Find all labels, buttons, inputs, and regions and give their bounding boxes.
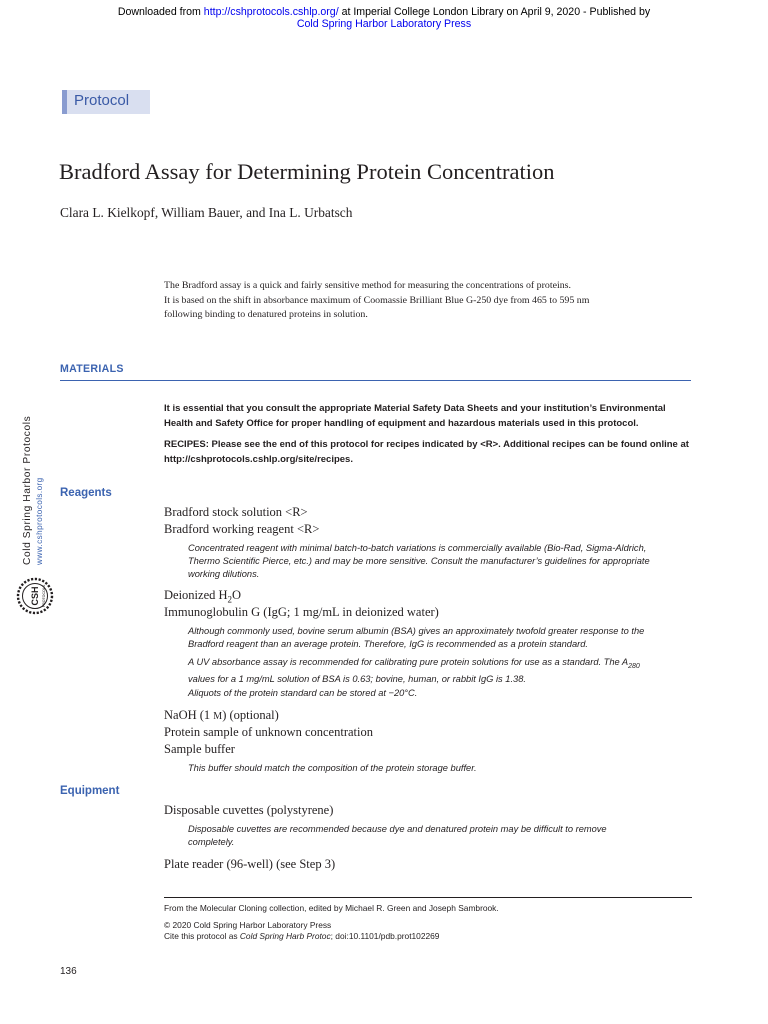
a280-subscript: 280 (628, 662, 640, 670)
protocol-tag (62, 90, 150, 114)
side-url: www.cshprotocols.org (35, 477, 44, 565)
banner-middle: at Imperial College London Library on April 9, 2020 - Published by (338, 6, 651, 18)
collection-note: From the Molecular Cloning collection, edited by Michael R. Green and Joseph Sambrook. (164, 903, 499, 913)
note-line: Bradford reagent than an average protein. Therefore, IgG is recommended as a protein standard. (188, 639, 589, 649)
safety-notice (164, 402, 694, 432)
citation (164, 931, 439, 942)
abstract-line: It is based on the shift in absorbance maximum of Coomassie Brilliant Blue G-250 dye from 465 to 595 nm (164, 294, 590, 306)
reagent-note (188, 656, 692, 686)
note-line: Disposable cuvettes are recommended because dye and denatured protein may be difficult to remove (188, 824, 607, 834)
note-line: Aliquots of the protein standard can be stored at −20°C. (188, 688, 418, 698)
download-banner (0, 6, 768, 30)
naoh-unit: M (213, 711, 223, 722)
water-subscript: 2 (227, 594, 233, 605)
equipment-item: Disposable cuvettes (polystyrene) (164, 803, 334, 817)
safety-notice-line: It is essential that you consult the appropriate Material Safety Data Sheets and your institution’s Environmental (164, 403, 666, 414)
reagent-note (188, 542, 692, 581)
note-line: Thermo Scientific Pierce, etc.) and may be more sensitive. Consult the manufacturer’s guidelines for appropriate (188, 556, 650, 566)
water-label: Deionized H (164, 588, 228, 602)
reagent-item: Sample buffer (164, 742, 235, 756)
abstract-line: The Bradford assay is a quick and fairly sensitive method for measuring the concentrations of proteins. (164, 280, 571, 291)
reagents-label: Reagents (60, 487, 112, 499)
reagent-item: Bradford working reagent <R> (164, 522, 320, 536)
citation-journal: Cold Spring Harb Protoc (239, 931, 331, 941)
csh-logo-icon (14, 575, 56, 617)
citation-doi: ; doi:10.1101/pdb.prot102269 (330, 931, 440, 941)
note-line: Concentrated reagent with minimal batch-to-batch variations is commercially available (Bio-Rad, Sigma-Aldrich, (188, 543, 647, 553)
safety-notice-line: Health and Safety Office for proper handling of equipment and hazardous materials used in this protocol. (164, 417, 639, 429)
reagent-note (188, 687, 692, 700)
logo-text: CSH (30, 586, 40, 606)
note-line: working dilutions. (188, 569, 260, 579)
csh-logo (14, 575, 56, 617)
equipment-label: Equipment (60, 785, 120, 797)
recipes-notice-line: RECIPES: Please see the end of this protocol for recipes indicated by <R>. Additional recipes can be found online at (164, 439, 689, 450)
note-line: values for a 1 mg/mL solution of BSA is 0.63; bovine, human, or rabbit IgG is 1.38. (188, 673, 526, 684)
materials-divider (60, 380, 691, 381)
article-title: Bradford Assay for Determining Protein Concentration (59, 159, 555, 184)
note-line: Although commonly used, bovine serum albumin (BSA) gives an approximately twofold greater response to the (188, 626, 645, 636)
abstract-line: following binding to denatured proteins in solution. (164, 309, 368, 321)
logo-sub: PROTOCOLS (42, 584, 46, 608)
note-line: This buffer should match the composition of the protein storage buffer. (188, 763, 477, 773)
authors: Clara L. Kielkopf, William Bauer, and Ina L. Urbatsch (60, 205, 353, 220)
banner-prefix: Downloaded from (117, 6, 204, 18)
note-line: completely. (188, 837, 235, 847)
page-number: 136 (60, 966, 77, 977)
reagent-item (164, 707, 279, 725)
copyright: © 2020 Cold Spring Harbor Laboratory Press (164, 920, 332, 930)
footnote-divider (164, 897, 692, 898)
equipment-item: Plate reader (96-well) (see Step 3) (164, 857, 336, 871)
recipes-notice (164, 438, 694, 468)
reagent-item: Immunoglobulin G (IgG; 1 mg/mL in deionized water) (164, 605, 439, 619)
citation-prefix: Cite this protocol as (164, 931, 240, 941)
recipes-notice-line: http://cshprotocols.cshlp.org/site/recipes. (164, 453, 353, 465)
water-suffix: O (232, 588, 242, 602)
equipment-note (188, 823, 692, 849)
reagent-note (188, 762, 692, 775)
naoh-suffix: ) (optional) (222, 708, 279, 722)
protocol-tag-label: Protocol (74, 92, 130, 109)
reagent-note (188, 625, 692, 651)
reagent-item: Protein sample of unknown concentration (164, 725, 373, 739)
note-line: A UV absorbance assay is recommended for calibrating pure protein solutions for use as a standard. The A (188, 657, 629, 667)
naoh-label: NaOH (1 (164, 708, 214, 722)
materials-heading: MATERIALS (60, 363, 124, 375)
abstract (164, 279, 634, 323)
reagent-item: Bradford stock solution <R> (164, 505, 308, 519)
cshprotocols-link[interactable]: http://cshprotocols.cshlp.org/ (203, 6, 339, 18)
side-brand-text: Cold Spring Harbor Protocols (22, 415, 33, 565)
publisher-link[interactable]: Cold Spring Harbor Laboratory Press (296, 18, 472, 30)
